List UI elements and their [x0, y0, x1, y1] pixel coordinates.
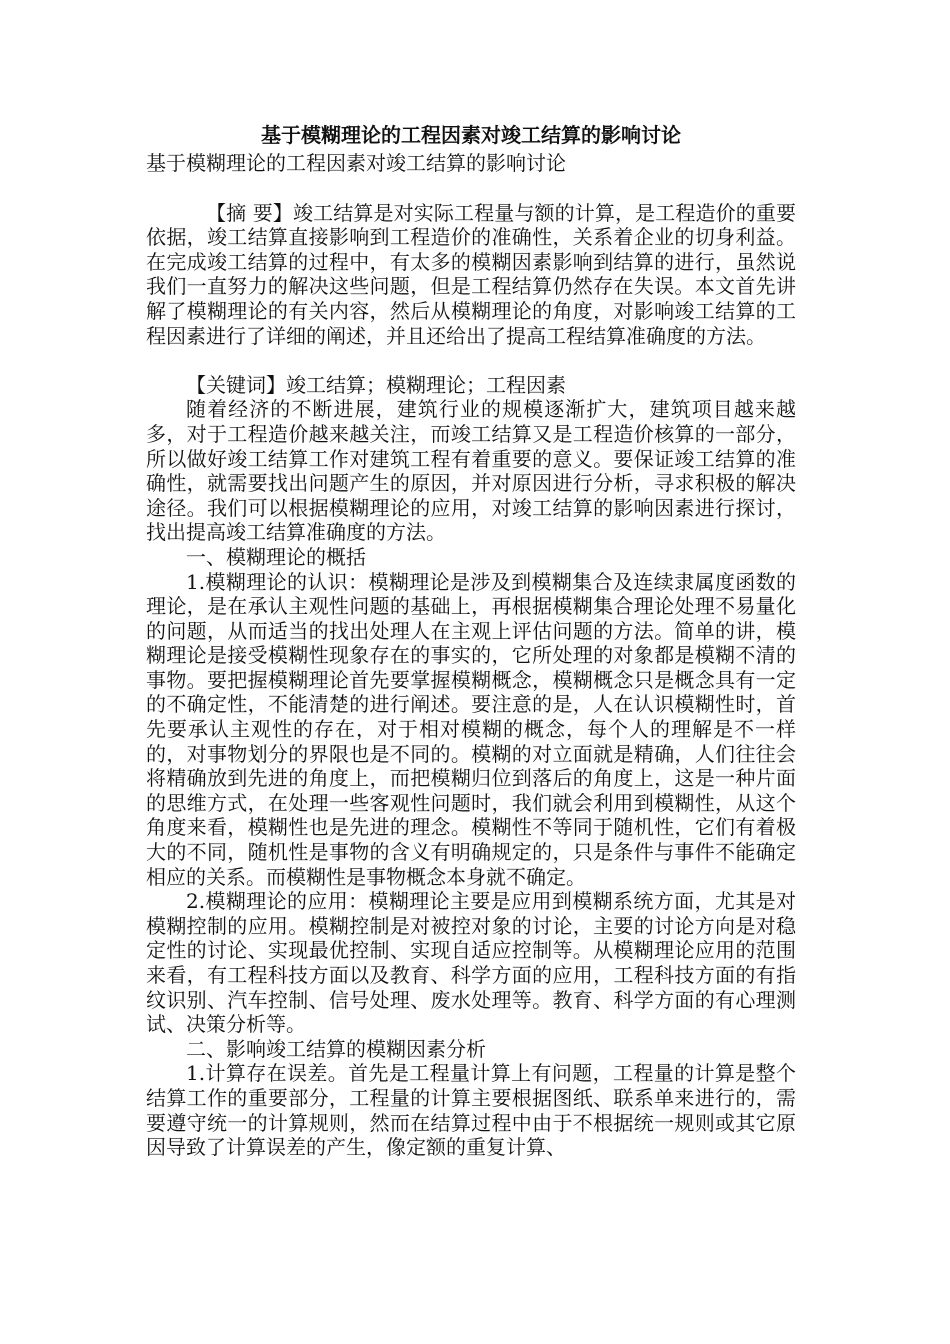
blank-line — [146, 176, 796, 201]
section-1-paragraph-2: 2.模糊理论的应用：模糊理论主要是应用到模糊系统方面，尤其是对模糊控制的应用。模糊控制是对被控对象的讨论，主要的讨论方向是对稳定性的讨论、实现最优控制、实现自适应控制等。从模糊理论应用的范围来看，有工程科技方面以及教育、科学方面的应用，工程科技方面的有指纹识别、汽车控制、信号处理、废水处理等。教育、科学方面的有心理测试、决策分析等。 — [146, 889, 796, 1037]
section-1-paragraph-1: 1.模糊理论的认识：模糊理论是涉及到模糊集合及连续隶属度函数的理论，是在承认主观性问题的基础上，再根据模糊集合理论处理不易量化的问题，从而适当的找出处理人在主观上评估问题的方法。简单的讲，模糊理论是接受模糊性现象存在的事实的，它所处理的对象都是模糊不清的事物。要把握模糊理论首先要掌握模糊概念，模糊概念只是概念具有一定的不确定性，不能清楚的进行阐述。要注意的是，人在认识模糊性时，首先要承认主观性的存在，对于相对模糊的概念，每个人的理解是不一样的，对事物划分的界限也是不同的。模糊的对立面就是精确，人们往往会将精确放到先进的角度上，而把模糊归位到落后的角度上，这是一种片面的思维方式，在处理一些客观性问题时，我们就会利用到模糊性，从这个角度来看，模糊性也是先进的理念。模糊性不等同于随机性，它们有着极大的不同，随机性是事物的含义有明确规定的，只是条件与事件不能确定相应的关系。而模糊性是事物概念本身就不确定。 — [146, 569, 796, 889]
document-page — [146, 120, 796, 1160]
section-2-paragraph-1: 1.计算存在误差。首先是工程量计算上有问题，工程量的计算是整个结算工作的重要部分，工程量的计算主要根据图纸、联系单来进行的，需要遵守统一的计算规则，然而在结算过程中由于不根据统一规则或其它原因导致了计算误差的产生，像定额的重复计算、 — [146, 1061, 796, 1160]
document-subtitle: 基于模糊理论的工程因素对竣工结算的影响讨论 — [146, 151, 566, 175]
abstract-paragraph: 【摘 要】竣工结算是对实际工程量与额的计算，是工程造价的重要依据，竣工结算直接影响到工程造价的准确性，关系着企业的切身利益。在完成竣工结算的过程中，有太多的模糊因素影响到结算的进行，虽然说我们一直努力的解决这些问题，但是工程结算仍然存在失误。本文首先讲解了模糊理论的有关内容，然后从模糊理论的角度，对影响竣工结算的工程因素进行了详细的阐述，并且还给出了提高工程结算准确度的方法。 — [146, 200, 796, 348]
section-1-heading: 一、模糊理论的概括 — [186, 544, 366, 569]
intro-paragraph: 随着经济的不断进展，建筑行业的规模逐渐扩大，建筑项目越来越多，对于工程造价越来越关注，而竣工结算又是工程造价核算的一部分，所以做好竣工结算工作对建筑工程有着重要的意义。要保证竣工结算的准确性，就需要找出问题产生的原因，并对原因进行分析，寻求积极的解决途径。我们可以根据模糊理论的应用，对竣工结算的影响因素进行探讨，找出提高竣工结算准确度的方法。 — [146, 397, 796, 545]
document-title: 基于模糊理论的工程因素对竣工结算的影响讨论 — [261, 123, 681, 147]
section-2-heading: 二、影响竣工结算的模糊因素分析 — [186, 1036, 486, 1061]
blank-line — [146, 348, 796, 373]
keywords-line: 【关键词】竣工结算；模糊理论；工程因素 — [186, 372, 566, 397]
